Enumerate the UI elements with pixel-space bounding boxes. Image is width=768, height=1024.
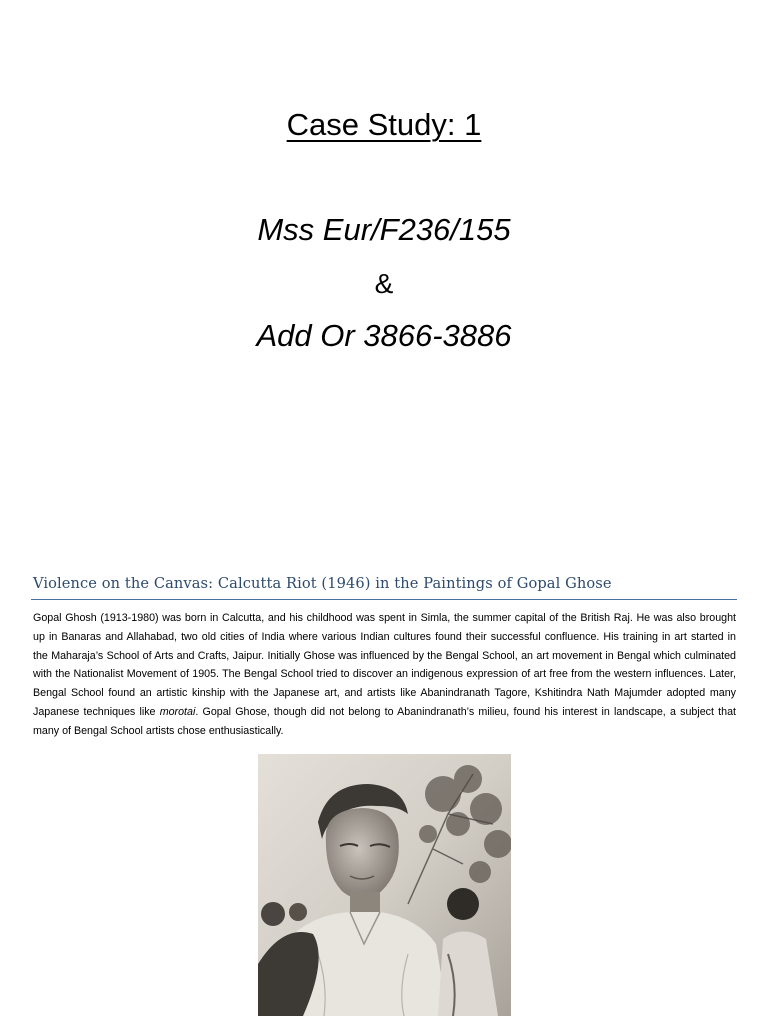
photograph-illustration — [258, 754, 511, 1016]
ampersand: & — [374, 268, 394, 299]
text-segment: Japanese techniques like — [33, 705, 160, 718]
portrait-photograph — [258, 754, 511, 1016]
body-line: Gopal Ghosh (1913-1980) was born in Calcutta, and his childhood was spent in Simla, the summer capital of the British Raj. He was also brought — [33, 612, 736, 624]
italic-term: morotai — [159, 705, 196, 718]
body-line: Bengal School found an artistic kinship with the Japanese art, and artists like Abanindranath Tagore, Kshitindra Nath Majumder adopted many — [33, 687, 736, 700]
body-line: up in Banaras and Allahabad, two old cities of India where various Indian cultures found their successful confluence. His training in art started in — [33, 630, 736, 643]
body-line: with the Nationalist Movement of 1905. The Bengal School tried to discover an indigenous expression of art free from the western influences. Later, — [33, 668, 736, 681]
body-line-6 — [33, 703, 736, 722]
text-segment: . Gopal Ghose, though did not belong to Abanindranath’s milieu, found his interest in landscape, a subject that — [195, 705, 736, 718]
manuscript-reference-1: Mss Eur/F236/155 — [257, 212, 511, 247]
case-study-title: Case Study: 1 — [286, 107, 482, 142]
article-title-rule — [31, 599, 737, 600]
article-body — [33, 609, 736, 741]
body-line: the Maharaja’s School of Arts and Crafts, Jaipur. Initially Ghose was influenced by the Bengal School, an art movement in Bengal which culminated — [33, 649, 736, 662]
body-line: many of Bengal School artists chose enthusiastically. — [33, 724, 284, 737]
manuscript-reference-2: Add Or 3866-3886 — [256, 318, 512, 353]
article-title: Violence on the Canvas: Calcutta Riot (1946) in the Paintings of Gopal Ghose — [33, 575, 612, 592]
